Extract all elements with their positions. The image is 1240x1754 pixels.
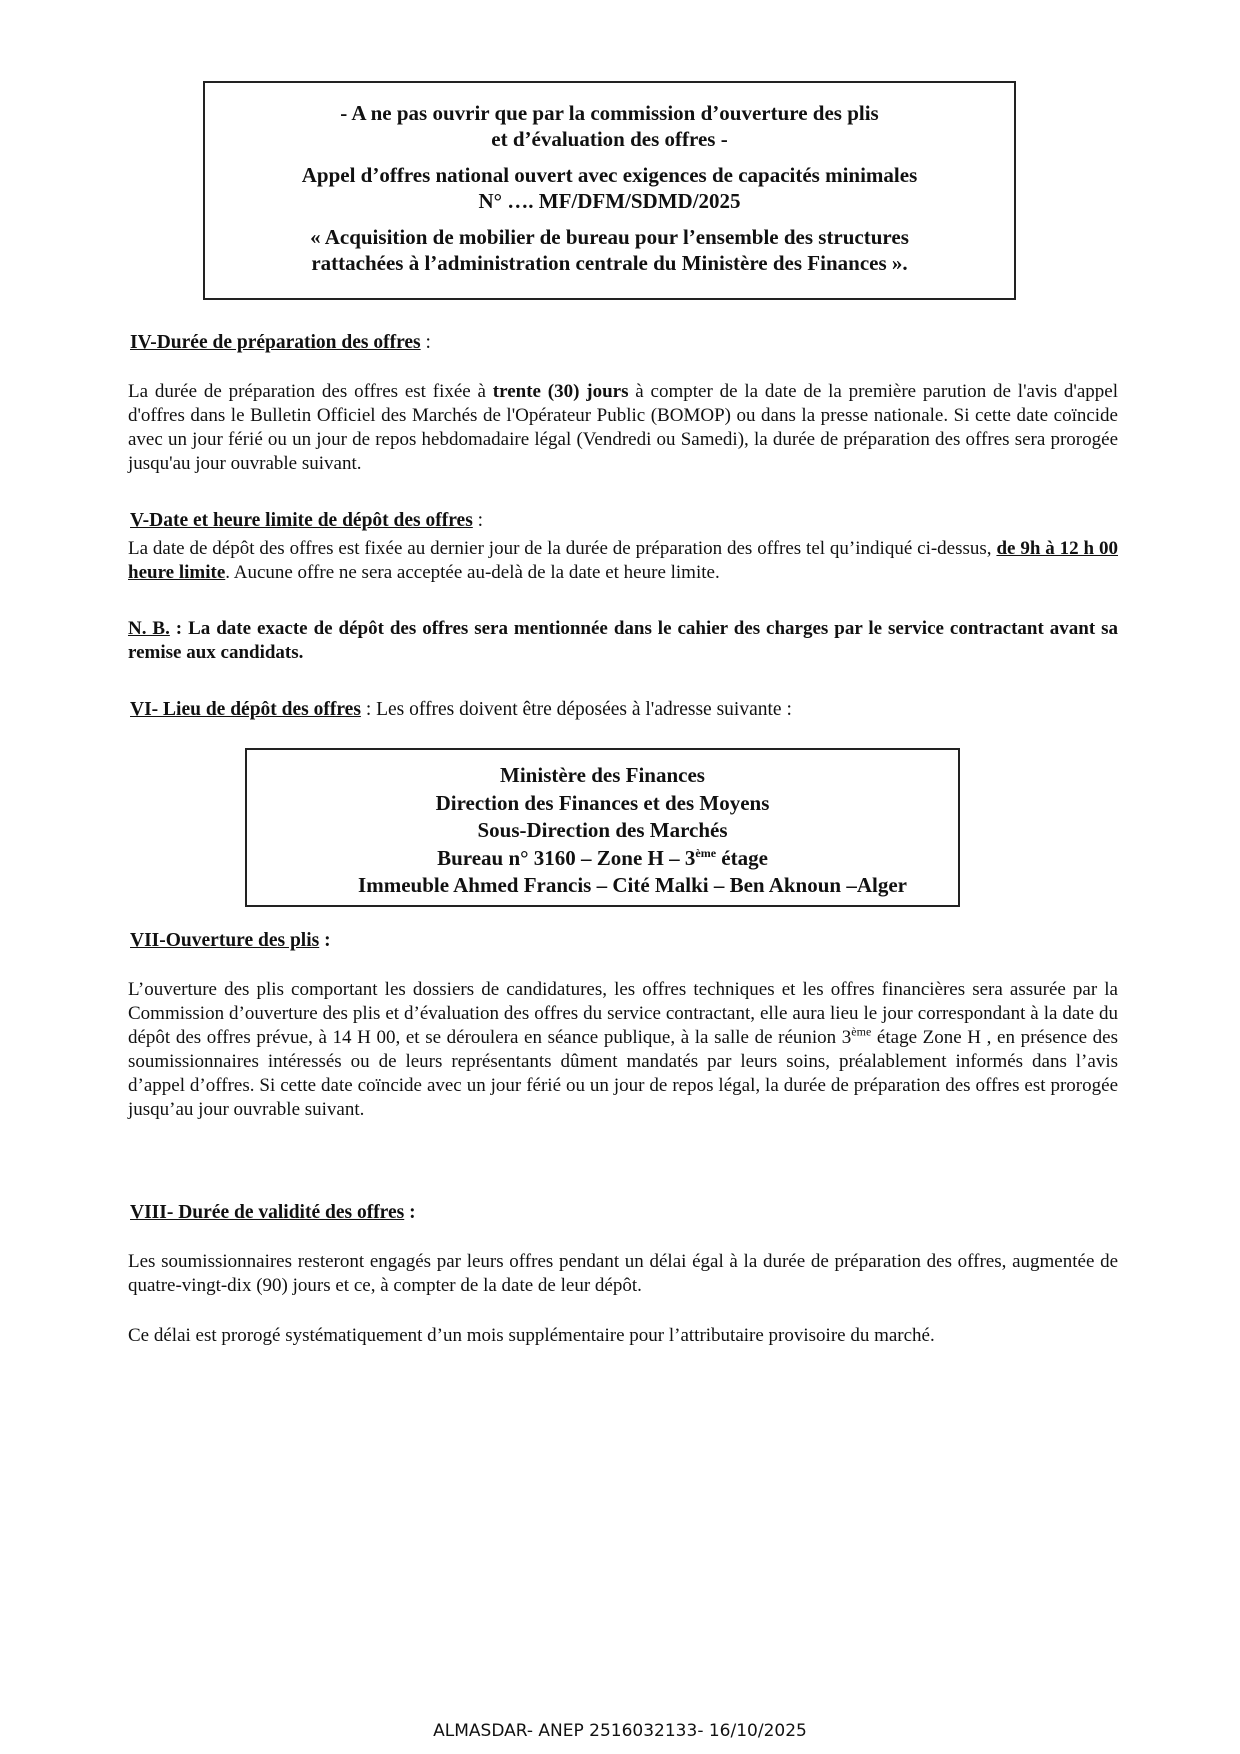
superscript: ème <box>851 1024 872 1039</box>
section-8-paragraph: Les soumissionnaires resteront engagés par leurs offres pendant un délai égal à la durée de préparation des offres, augmentée de quatre-vingt-dix (90) jours et ce, à compter de la date de leur dépôt. <box>128 1251 1118 1296</box>
section-4-title: IV-Durée de préparation des offres <box>130 332 421 353</box>
text: Bureau n° 3160 – Zone H – 3 <box>437 845 696 870</box>
section-8-title: VIII- Durée de validité des offres <box>130 1202 405 1223</box>
tender-number: N° …. MF/DFM/SDMD/2025 <box>478 189 741 213</box>
section-8-paragraph-2: Ce délai est prorogé systématiquement d’un mois supplémentaire pour l’attributaire provisoire du marché. <box>128 1325 935 1346</box>
address-line: Sous-Direction des Marchés <box>477 818 728 842</box>
text: étage <box>716 845 768 870</box>
text: étage Zone H , en présence des soumissionnaires intéressés ou de leurs représentants dûment mandatés par leurs soins, préalablement informés dans l’avis d’appel d’offres. Si cette date coïncide avec un jour férié ou un jour de repos légal, la durée de préparation des offres est prorogée jusqu’au jour ouvrable suivant. <box>128 1027 1118 1120</box>
text: La durée de préparation des offres est fixée à <box>128 381 493 402</box>
nb-text: : La date exacte de dépôt des offres sera mentionnée dans le cahier des charges par le service contractant avant sa remise aux candidats. <box>128 618 1118 663</box>
nb-label: N. B. <box>128 618 170 639</box>
text: : Les offres doivent être déposées à l'adresse suivante : <box>360 699 792 720</box>
header-notice-box <box>203 81 1016 300</box>
address-line: Direction des Finances et des Moyens <box>435 790 770 815</box>
text-bold: de 9h à 12 h 00 heure limite <box>128 538 1119 583</box>
section-6-title: VI- Lieu de dépôt des offres <box>130 699 361 720</box>
text: à compter de la date de la première parution de l'avis d'appel d'offres dans le Bulletin Officiel des Marchés de l'Opérateur Public (BOMOP) ou dans la presse nationale. Si cette date coïncide avec un jour férié ou un jour de repos hebdomadaire légal (Vendredi ou Samedi), la durée de préparation des offres sera prorogée jusqu'au jour ouvrable suivant. <box>128 381 1118 474</box>
section-7-paragraph <box>128 978 1118 1122</box>
superscript: ème <box>695 845 717 860</box>
text: . Aucune offre ne sera acceptée au-delà de la date et heure limite. <box>225 562 720 583</box>
tender-title: Appel d’offres national ouvert avec exigences de capacités minimales <box>301 163 918 187</box>
text: L’ouverture des plis comportant les dossiers de candidatures, les offres techniques et les offres financières sera assurée par la Commission d’ouverture des plis et d’évaluation des offres du service contractant, elle aura lieu le jour correspondant à la date du dépôt des offres prévue, à 14 H 00, et se déroulera en séance publique, à la salle de réunion 3 <box>128 979 1118 1048</box>
notice-line: - A ne pas ouvrir que par la commission d’ouverture des plis <box>340 101 879 125</box>
section-5-title: V-Date et heure limite de dépôt des offres <box>130 510 473 531</box>
text-bold: trente (30) jours <box>492 381 629 402</box>
heading-colon: : <box>420 332 431 353</box>
section-4-heading <box>130 330 431 356</box>
address-line: Immeuble Ahmed Francis – Cité Malki – Ben Aknoun –Alger <box>358 873 907 897</box>
section-5-paragraph <box>128 537 1118 585</box>
notice-line: et d’évaluation des offres - <box>491 127 728 151</box>
section-7-heading <box>130 928 331 954</box>
section-4-paragraph <box>128 380 1118 476</box>
address-box <box>245 748 960 907</box>
tender-subject: « Acquisition de mobilier de bureau pour l’ensemble des structures <box>310 225 909 249</box>
nb-note <box>128 617 1118 665</box>
section-5-heading <box>130 508 483 534</box>
address-line: Ministère des Finances <box>500 763 705 787</box>
footer-reference: ALMASDAR- ANEP 2516032133- 16/10/2025 <box>433 1721 807 1741</box>
text: La date de dépôt des offres est fixée au dernier jour de la durée de préparation des offres tel qu’indiqué ci-dessus, <box>128 538 997 559</box>
section-8-heading <box>130 1200 416 1226</box>
tender-subject: rattachées à l’administration centrale du Ministère des Finances ». <box>311 251 908 275</box>
section-7-title: VII-Ouverture des plis <box>130 930 320 951</box>
section-6-heading <box>130 697 792 723</box>
heading-colon: : <box>404 1202 416 1223</box>
heading-colon: : <box>319 930 331 951</box>
address-line <box>247 845 958 873</box>
heading-colon: : <box>472 510 484 531</box>
